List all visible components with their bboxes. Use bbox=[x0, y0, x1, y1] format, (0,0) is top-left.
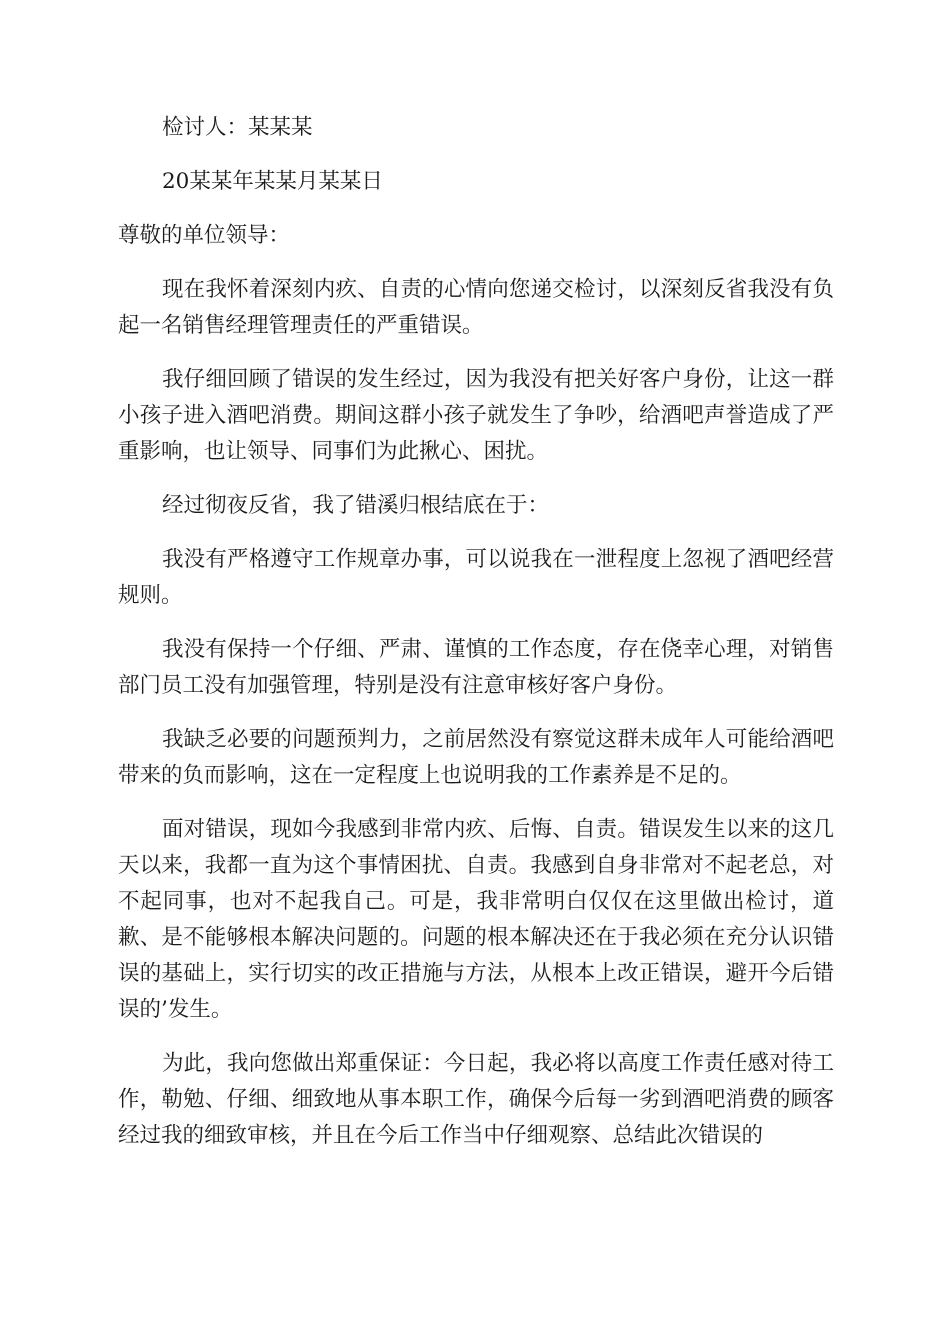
body-paragraph: 我仔细回顾了错误的发生经过，因为我没有把关好客户身份，让这一群小孩子进入酒吧消费。期间这群小孩子就发生了争吵，给酒吧声誉造成了严重影响，也让领导、同事们为此揪心、困扰。 bbox=[118, 367, 834, 464]
body-paragraph: 为此，我向您做出郑重保证：今日起，我必将以高度工作责任感对待工作，勒勉、仔细、细致地从事本职工作，确保今后每一劣到酒吧消费的顾客经过我的细致审核，并且在今后工作当中仔细观察、总结此次错误的 bbox=[118, 1051, 834, 1148]
date-line: 20某某年某某月某某日 bbox=[162, 169, 383, 194]
document-page bbox=[118, 110, 834, 1172]
body-paragraph: 我缺乏必要的问题预判力，之前居然没有察觉这群未成年人可能给酒吧带来的负而影响，这在一定程度上也说明我的工作素养是不足的。 bbox=[118, 727, 834, 788]
body-paragraph: 经过彻夜反省，我了错溪归根结底在于： bbox=[162, 493, 550, 518]
salutation: 尊敬的单位领导： bbox=[118, 223, 291, 248]
reviewer-line: 检讨人：某某某 bbox=[162, 115, 313, 140]
body-paragraph: 面对错误，现如今我感到非常内疚、后悔、自责。错误发生以来的这几天以来，我都一直为这个事情困扰、自责。我感到自身非常对不起老总，对不起同事，也对不起我自己。可是，我非常明白仅仅在这里做出检讨，道歉、是不能够根本解决问题的。问题的根本解决还在于我必须在充分认识错误的基础上，实行切实的改正措施与方法，从根本上改正错误，避开今后错误的’发生。 bbox=[118, 817, 834, 1022]
body-paragraph: 现在我怀着深刻内疚、自责的心情向您递交检讨，以深刻反省我没有负起一名销售经理管理责任的严重错误。 bbox=[118, 277, 834, 338]
body-paragraph: 我没有严格遵守工作规章办事，可以说我在一泄程度上忽视了酒吧经营规则。 bbox=[118, 547, 834, 608]
body-paragraph: 我没有保持一个仔细、严肃、谨慎的工作态度，存在侥幸心理，对销售部门员工没有加强管理，特别是没有注意审核好客户身份。 bbox=[118, 637, 834, 698]
